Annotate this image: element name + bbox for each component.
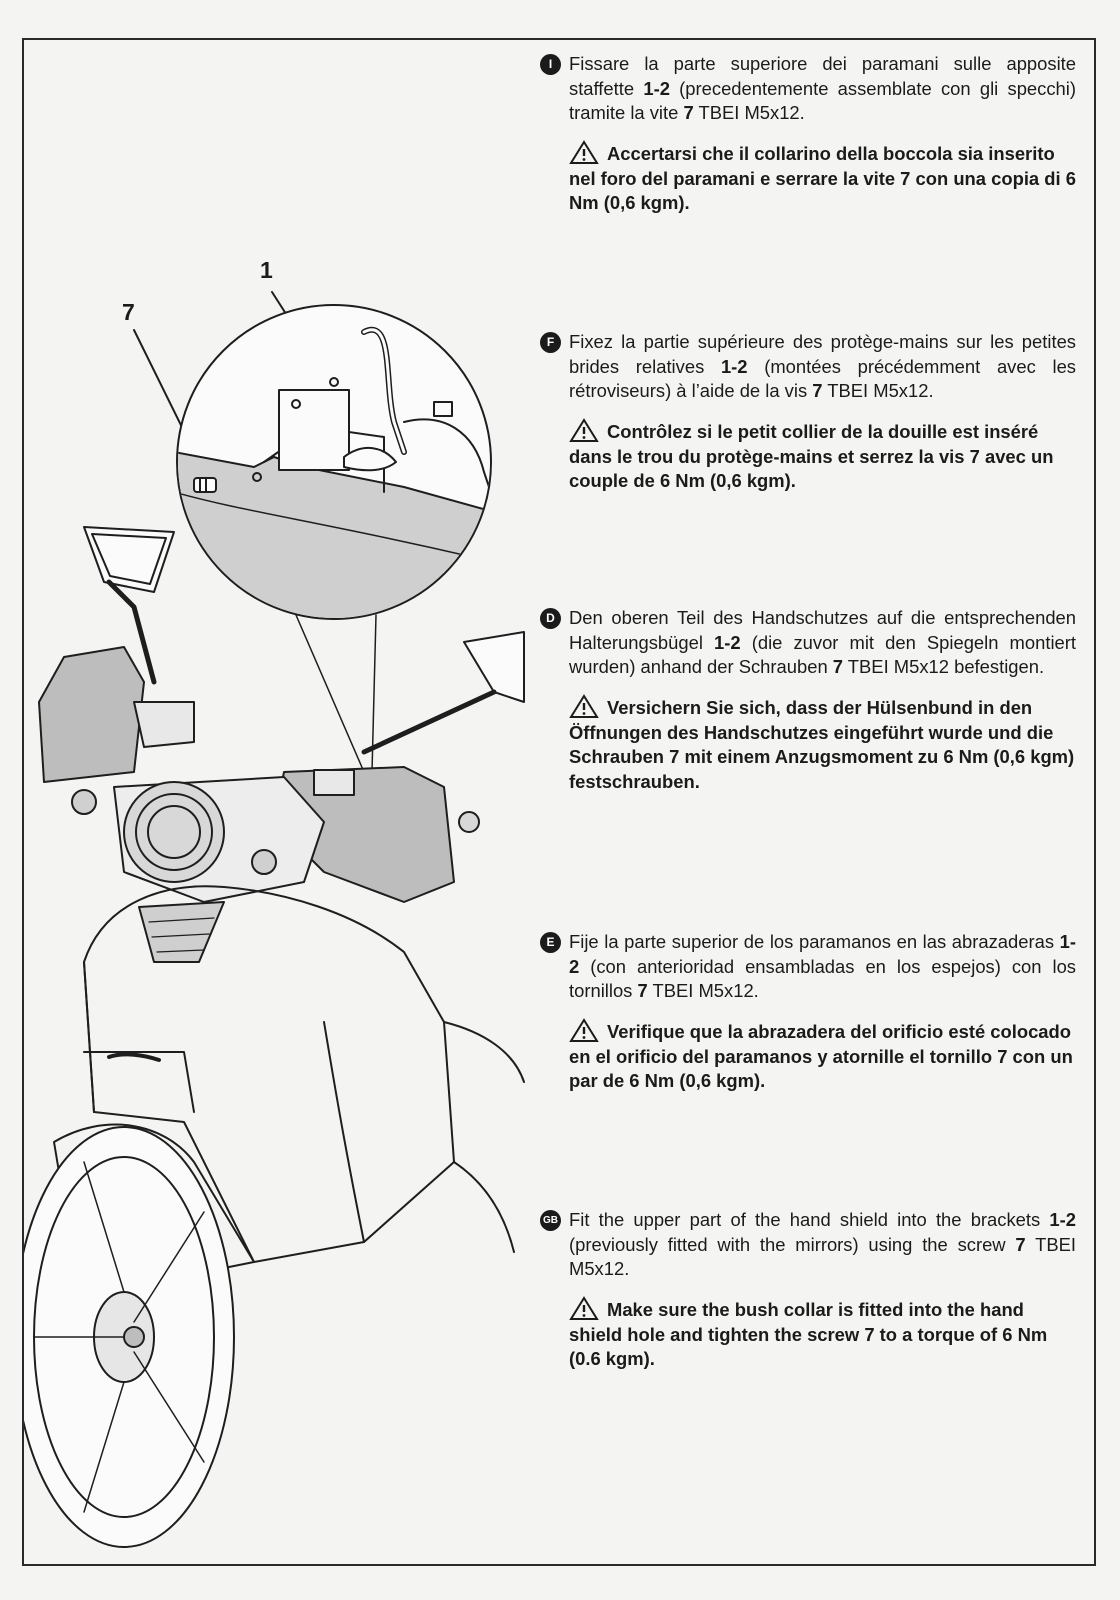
warning-icon — [569, 1296, 599, 1321]
section-italian — [540, 52, 1076, 216]
warning-icon — [569, 418, 599, 443]
instruction-french: F Fixez la partie supérieure des protège-mains sur les petites brides relatives 1-2 (montées précédemment avec les rétroviseurs) à l’aide de la vis 7 TBEI M5x12. — [540, 330, 1076, 404]
section-french — [540, 330, 1076, 494]
warning-spanish: Verifique que la abrazadera del orificio esté colocado en el orificio del paramanos y atornille el tornillo 7 con un par de 6 Nm (0,6 kgm). — [540, 1018, 1076, 1094]
instruction-spanish: E Fije la parte superior de los paramanos en las abrazaderas 1-2 (con anterioridad ensambladas en los espejos) con los tornillos 7 TBEI M5x12. — [540, 930, 1076, 1004]
instruction-italian: I Fissare la parte superiore dei paramani sulle apposite staffette 1-2 (precedentemente assemblate con gli specchi) tramite la vite 7 TBEI M5x12. — [540, 52, 1076, 126]
warning-french: Contrôlez si le petit collier de la douille est inséré dans le trou du protège-mains et serrez la vis 7 avec un couple de 6 Nm (0,6 kgm). — [540, 418, 1076, 494]
language-badge-spanish: E — [540, 932, 561, 953]
warning-german: Versichern Sie sich, dass der Hülsenbund in den Öffnungen des Handschutzes eingeführt wurde und die Schrauben 7 mit einem Anzugsmoment zu 6 Nm (0,6 kgm) festschrauben. — [540, 694, 1076, 795]
instruction-german: D Den oberen Teil des Handschutzes auf die entsprechenden Halterungsbügel 1-2 (die zuvor mit den Spiegeln montiert wurden) anhand der Schrauben 7 TBEI M5x12 befestigen. — [540, 606, 1076, 680]
language-badge-english: GB — [540, 1210, 561, 1231]
callout-label-7: 7 — [122, 299, 135, 325]
instruction-english: GB Fit the upper part of the hand shield into the brackets 1-2 (previously fitted with the mirrors) using the screw 7 TBEI M5x12. — [540, 1208, 1076, 1282]
warning-icon — [569, 1018, 599, 1043]
section-spanish — [540, 930, 1076, 1094]
language-badge-italian: I — [540, 54, 561, 75]
section-english — [540, 1208, 1076, 1372]
warning-english: Make sure the bush collar is fitted into the hand shield hole and tighten the screw 7 to a torque of 6 Nm (0.6 kgm). — [540, 1296, 1076, 1372]
callout-label-1: 1 — [260, 257, 273, 283]
warning-italian: Accertarsi che il collarino della boccola sia inserito nel foro del paramani e serrare la vite 7 con una copia di 6 Nm (0,6 kgm). — [540, 140, 1076, 216]
language-badge-french: F — [540, 332, 561, 353]
warning-icon — [569, 140, 599, 165]
section-german — [540, 606, 1076, 795]
warning-icon — [569, 694, 599, 719]
scooter-illustration — [24, 257, 536, 1558]
language-badge-german: D — [540, 608, 561, 629]
detail-circle — [174, 305, 494, 682]
